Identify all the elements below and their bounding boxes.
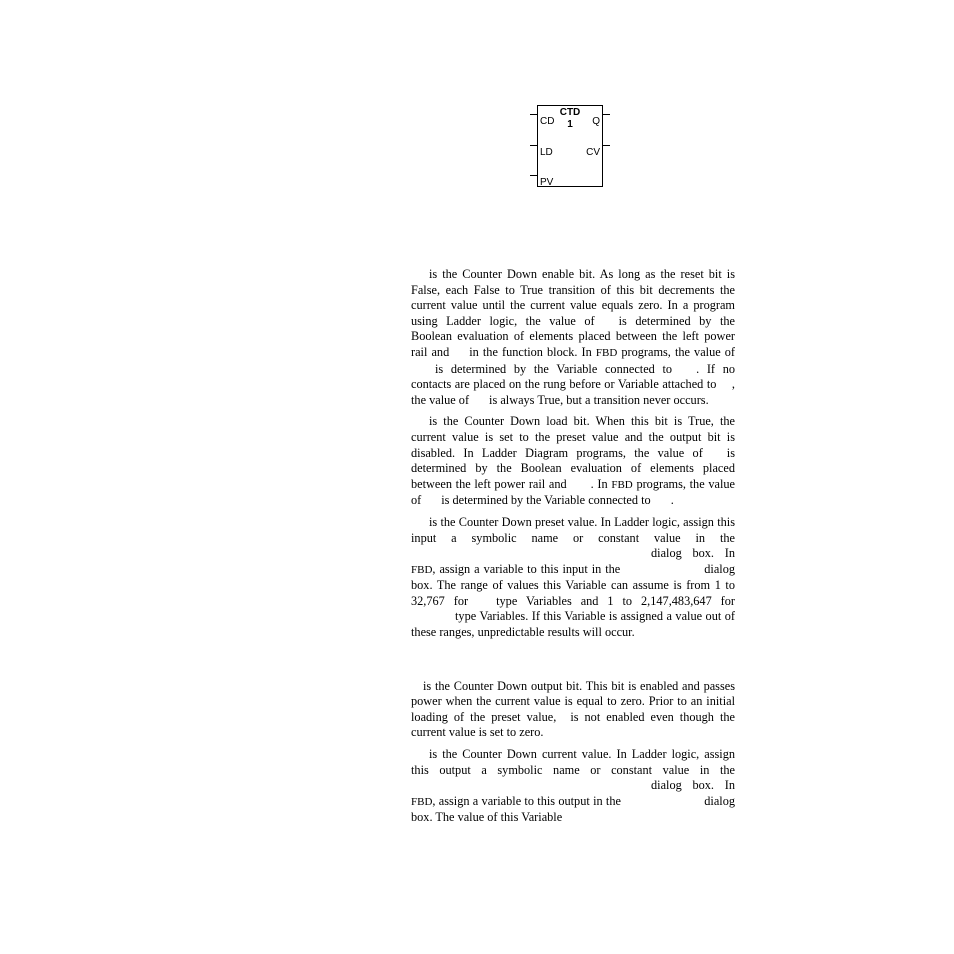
input-pin-cd: CD bbox=[540, 116, 555, 127]
ctd-function-block bbox=[537, 105, 603, 187]
output-pin-q: Q bbox=[592, 116, 600, 127]
paragraph-pv: is the Counter Down preset value. In Ladder logic, assign this input a symbolic name or constant value in the dialog box. In FBD, assign a variable to this input in the dialog box. The range of values this Variable can assume is from 1 to 32,767 for type Variables and 1 to 2,147,483,647 fortype Variables. If this Variable is assigned a value out of these ranges, unpredictable results will occur. bbox=[411, 514, 736, 640]
output-pin-cv: CV bbox=[586, 147, 600, 158]
output-lead-q bbox=[603, 114, 610, 115]
input-pin-pv: PV bbox=[540, 177, 554, 188]
block-title: CTD bbox=[559, 107, 581, 118]
output-lead-cv bbox=[603, 145, 610, 146]
paragraph-q: is the Counter Down output bit. This bit is enabled and passes power when the current value is equal to zero. Prior to an initial loading of the preset value, is not enabled even though the current value is set to zero. bbox=[411, 678, 735, 740]
input-pin-ld: LD bbox=[540, 147, 553, 158]
block-instance-number: 1 bbox=[567, 119, 573, 130]
paragraph-ld: is the Counter Down load bit. When this bit is True, the current value is set to the preset value and the output bit is disabled. In Ladder Diagram programs, the value of is determined by the Boolean evaluation of elements placed between the left power rail and . In FBD programs, the value of is determined by the Variable connected to . bbox=[411, 414, 735, 508]
paragraph-cd: is the Counter Down enable bit. As long as the reset bit is False, each False to True transition of this bit decrements the current value until the current value equals zero. In a program using Ladder logic, the value of is determined by the Boolean evaluation of elements placed between the left power rail and in the function block. In FBD programs, the value ofis determined by the Variable connected to . If no contacts are placed on the rung before or Variable attached to , the value of is always True, but a transition never occurs. bbox=[411, 267, 736, 407]
description-column bbox=[411, 267, 735, 826]
paragraph-cv: is the Counter Down current value. In Ladder logic, assign this output a symbolic name or constant value in the dialog box. In FBD, assign a variable to this output in the dialog box. The value of this Variable bbox=[411, 747, 735, 825]
input-lead-pv bbox=[530, 175, 537, 176]
input-lead-ld bbox=[530, 145, 537, 146]
input-lead-cd bbox=[530, 114, 537, 115]
